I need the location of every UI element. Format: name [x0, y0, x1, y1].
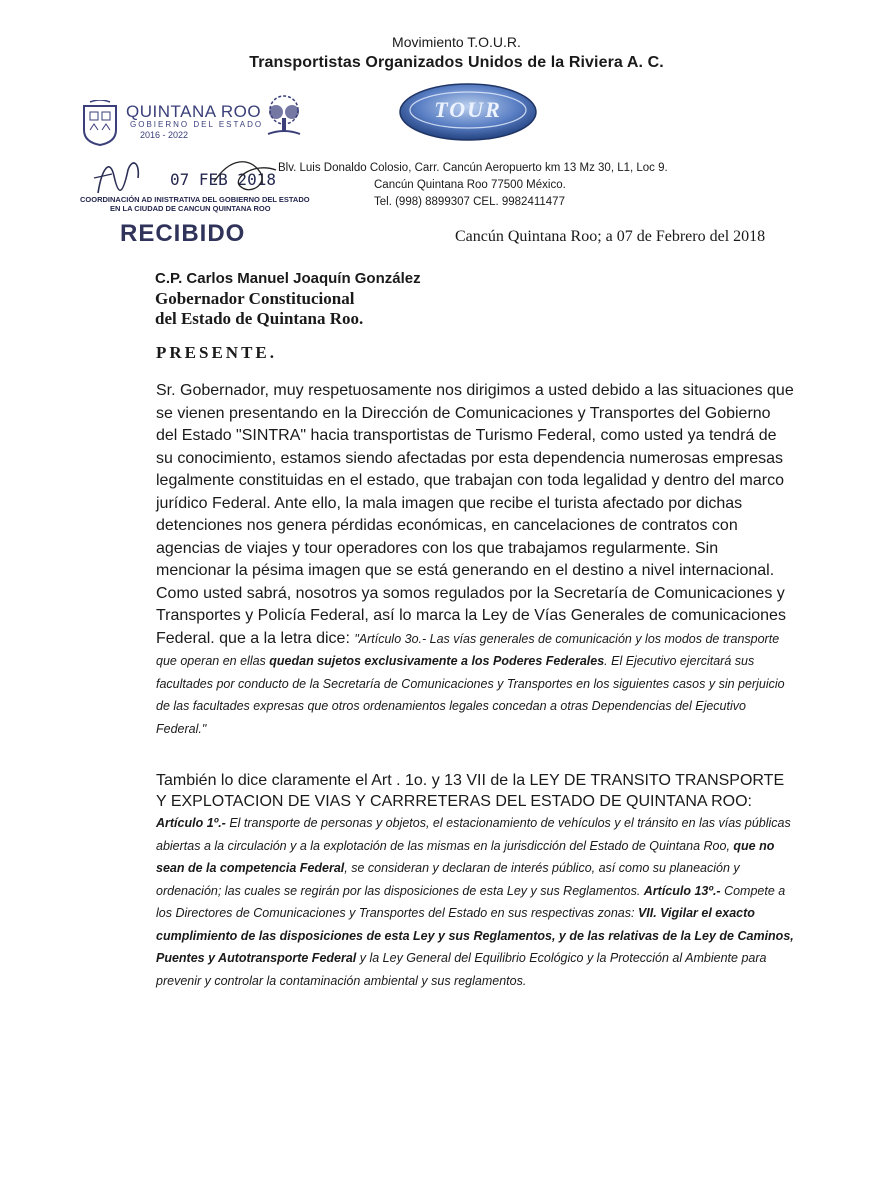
paragraph-lead: También lo dice claramente el Art . 1o. y 13 VII de la LEY DE TRANSITO TRANSPORTE Y EXPLOTACION DE VIAS Y CARRRETERAS DEL ESTADO DE QUINTANA ROO:: [156, 772, 785, 810]
stamp-received-label: RECIBIDO: [120, 220, 246, 247]
logo-text: TOUR: [434, 97, 502, 122]
quote-text: "Artículo 3o.- Las vías generales de comunicación y los modos de transporte que operan en ellas: [156, 631, 780, 668]
quote-text: , se consideran y declaran de interés público, así como su planeación y ordenación; las cuales se regirán por las disposiciones de esta Ley y sus Reglamentos.: [156, 861, 740, 898]
article-label: Artículo 13º.-: [643, 883, 721, 898]
address-phone: Tel. (998) 8899307 CEL. 9982411477: [374, 196, 565, 208]
stamp-state: QUINTANA ROO: [126, 102, 262, 121]
salutation: PRESENTE.: [156, 343, 277, 362]
law-quote: [156, 632, 785, 736]
address-line: Cancún Quintana Roo 77500 México.: [374, 179, 566, 191]
stamp-office-line: EN LA CIUDAD DE CANCUN QUINTANA ROO: [110, 204, 271, 213]
recipient-name: C.P. Carlos Manuel Joaquín González: [155, 270, 421, 287]
letter-date: Cancún Quintana Roo; a 07 de Febrero del 2018: [455, 228, 766, 245]
recipient-title: Gobernador Constitucional: [155, 289, 355, 308]
address-line: Blv. Luis Donaldo Colosio, Carr. Cancún Aeropuerto km 13 Mz 30, L1, Loc 9.: [278, 162, 668, 174]
quote-emphasis: que no sean de la competencia Federal: [156, 838, 775, 875]
organization-full-name: Transportistas Organizados Unidos de la Riviera A. C.: [249, 54, 664, 71]
quote-text: . El Ejecutivo ejercitará sus facultades por conducto de la Secretaría de Comunicaciones y Transportes en los siguientes casos y sin perjuicio de las facultades expresas que otros ordenamientos legales concedan a otras Dependencias del Ejecutivo Federal.": [156, 654, 785, 736]
stamp-office-line: COORDINACIÓN AD INISTRATIVA DEL GOBIERNO DEL ESTADO: [80, 195, 310, 204]
quote-emphasis: VII. Vigilar el exacto cumplimiento de las disposiciones de esta Ley y sus Reglamentos, y de las relativas de la Ley de Caminos, Puentes y Autotransporte Federal: [156, 906, 794, 965]
recipient-block: [155, 269, 421, 329]
tour-logo: [398, 82, 538, 142]
state-coat-of-arms-icon: [80, 100, 120, 146]
stamp-received-date: 07 FEB 2018: [170, 170, 276, 189]
law-quote: [156, 816, 794, 988]
paragraph-text: Sr. Gobernador, muy respetuosamente nos dirigimos a usted debido a las situaciones que se vienen presentando en la Dirección de Comunicaciones y Transportes del Gobierno del Estado "SINTRA" hacia transportistas de Turismo Federal, como usted ya tendrá de su conocimiento, estamos siendo afectadas por esta dependencia numerosas empresas legalmente constituidas en el estado, que trabajan con toda legalidad y dentro del marco jurídico Federal. Ante ello, la mala imagen que recibe el turista afectado por dichas detenciones nos genera pérdidas económicas, en cancelaciones de contratos con agencias de viajes y tour operadores con los que trabajamos regularmente. Sin mencionar la pésima imagen que se está generando en el destino a nivel internacional. Como usted sabrá, nosotros ya somos regulados por la Secretaría de Comunicaciones y Transportes y Policía Federal, así lo marca la Ley de Vías Generales de comunicaciones Federal. que a la letra dice:: [156, 382, 794, 647]
organization-name: Movimiento T.O.U.R.: [392, 34, 521, 50]
recipient-title: del Estado de Quintana Roo.: [155, 309, 364, 328]
stamp-office: [80, 195, 310, 213]
quote-text: y la Ley General del Equilibrio Ecológico y la Protección al Ambiente para prevenir y controlar la contaminación ambiental y sus reglamentos.: [156, 951, 767, 988]
quote-text: El transporte de personas y objetos, el estacionamiento de vehículos y el tránsito en las vías públicas abiertas a la circulación y a la explotación de las mismas en la jurisdicción del Estado de Quintana Roo,: [156, 816, 791, 853]
quote-text: Compete a los Directores de Comunicaciones y Transportes del Estado en sus respectivas zonas:: [156, 883, 786, 920]
ceiba-tree-logo-icon: [262, 94, 306, 140]
body-paragraph-2: [156, 770, 796, 992]
letterhead-address: [278, 160, 668, 211]
handwritten-signature: [88, 148, 168, 198]
article-label: Artículo 1º.-: [156, 816, 226, 830]
stamp-years: 2016 - 2022: [140, 130, 189, 140]
stamp-government: GOBIERNO DEL ESTADO: [130, 120, 264, 129]
body-paragraph-1: [156, 380, 794, 740]
quote-emphasis: quedan sujetos exclusivamente a los Poderes Federales: [269, 654, 605, 668]
received-stamp: [80, 100, 330, 255]
